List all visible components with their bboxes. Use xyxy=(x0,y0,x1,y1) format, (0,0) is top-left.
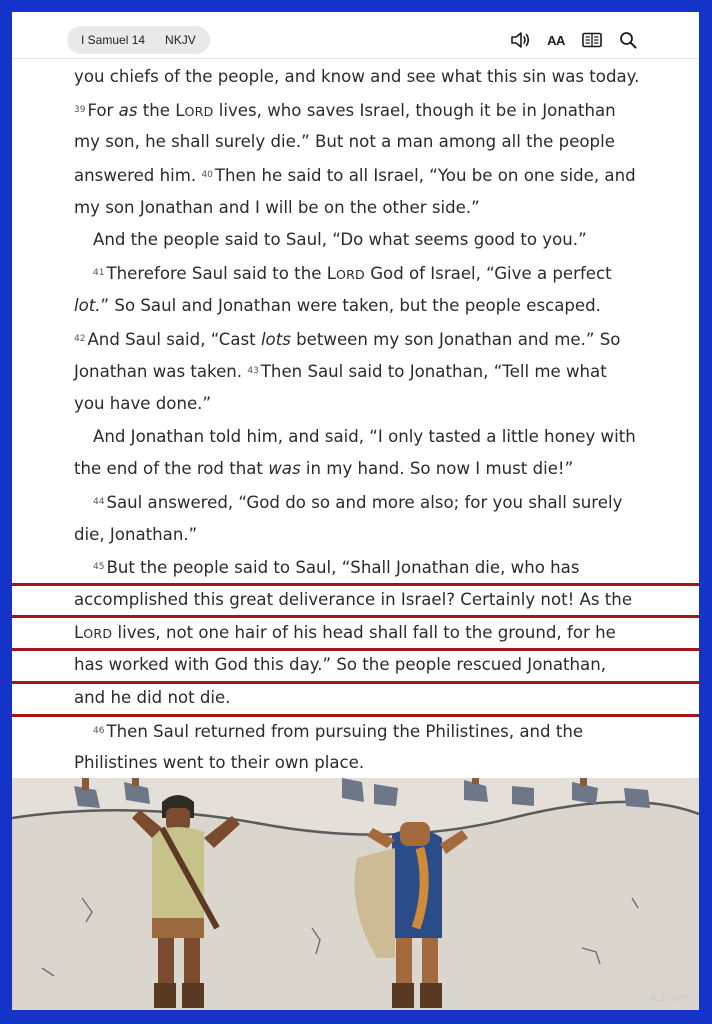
scripture-line xyxy=(74,224,654,257)
scripture-line xyxy=(74,94,654,127)
verse-text: Saul answered, “God do so and more also; for you shall surely xyxy=(106,492,623,512)
scripture-line xyxy=(74,355,654,388)
verse-text: Therefore Saul said to the L xyxy=(106,264,336,284)
verse-text: God of Israel, “Give a perfect xyxy=(364,264,612,284)
toolbar-actions xyxy=(509,29,639,51)
highlight-rule xyxy=(12,681,699,684)
italic-text: lots xyxy=(260,329,291,349)
watermark: 4LT.com xyxy=(648,992,689,1004)
verse-text: And Jonathan told him, and said, “I only tasted a little honey with xyxy=(93,426,636,446)
verse-text: die, Jonathan.” xyxy=(74,524,198,544)
verse-text: Philistines went to their own place. xyxy=(74,753,365,773)
verse-text: the end of the rod that xyxy=(74,459,269,479)
scripture-line xyxy=(74,290,654,323)
small-caps-text: ORD xyxy=(83,625,113,641)
verse-text: Then Saul said to Jonathan, “Tell me what xyxy=(260,362,607,382)
small-caps-text: ORD xyxy=(335,267,365,283)
italic-text: was xyxy=(268,459,301,479)
verse-text: L xyxy=(74,622,84,642)
verse-text: For xyxy=(87,100,119,120)
highlight-rule xyxy=(12,714,699,717)
reader-toolbar xyxy=(12,12,699,59)
verse-text: lives, not one hair of his head shall fall to the ground, for he xyxy=(112,622,616,642)
verse-text: between my son Jonathan and me.” So xyxy=(290,329,621,349)
highlight-rule xyxy=(12,583,699,586)
scripture-line xyxy=(74,126,654,159)
scripture-line xyxy=(74,61,654,94)
scripture-line xyxy=(74,715,654,748)
book-chapter-button[interactable]: I Samuel 14 xyxy=(81,33,146,47)
verse-text: has worked with God this day.” So the people rescued Jonathan, xyxy=(74,655,607,675)
scripture-line xyxy=(74,421,654,454)
scripture-line xyxy=(74,747,654,780)
verse-number: 45 xyxy=(93,562,105,573)
passage-selector xyxy=(67,26,210,54)
italic-text: lot. xyxy=(74,295,101,315)
verse-text: lives, who saves Israel, though it be in Jonathan xyxy=(213,100,616,120)
scripture-line xyxy=(74,257,654,290)
verse-text: Jonathan was taken. xyxy=(74,362,248,382)
scripture-line xyxy=(74,584,654,617)
verse-number: 39 xyxy=(74,104,86,115)
scripture-line xyxy=(74,551,654,584)
verse-text: Then Saul returned from pursuing the Philistines, and the xyxy=(106,721,584,741)
verse-text: in my hand. So now I must die!” xyxy=(300,459,574,479)
verse-text: you have done.” xyxy=(74,393,212,413)
highlight-rule xyxy=(12,648,699,651)
verse-number: 46 xyxy=(93,725,105,736)
scripture-line xyxy=(74,453,654,486)
italic-text: as xyxy=(118,100,138,120)
scripture-line xyxy=(74,388,654,421)
verse-number: 44 xyxy=(93,496,105,507)
scripture-text xyxy=(74,61,654,780)
scripture-line xyxy=(74,192,654,225)
scripture-line xyxy=(74,519,654,552)
verse-text: accomplished this great deliverance in Israel? Certainly not! As the xyxy=(74,590,633,609)
scripture-line xyxy=(74,682,654,715)
text-size-icon[interactable]: AA xyxy=(547,32,565,48)
verse-text: ” So Saul and Jonathan were taken, but the people escaped. xyxy=(100,295,601,315)
illustration-image xyxy=(12,778,699,1010)
verse-text: And Saul said, “Cast xyxy=(87,329,261,349)
verse-text: you chiefs of the people, and know and see what this sin was today. xyxy=(74,67,640,86)
verse-number: 40 xyxy=(201,170,213,181)
verse-text: answered him. xyxy=(74,166,202,186)
verse-text: But the people said to Saul, “Shall Jonathan die, who has xyxy=(106,558,580,578)
translation-button[interactable]: NKJV xyxy=(165,33,196,47)
highlight-rule xyxy=(12,615,699,618)
scripture-line xyxy=(74,159,654,192)
scripture-line xyxy=(74,649,654,682)
search-icon[interactable] xyxy=(617,29,639,51)
reader-frame xyxy=(12,12,699,1010)
verse-text: Then he said to all Israel, “You be on one side, and xyxy=(214,166,636,186)
jonathan-armor-bearer-illustration xyxy=(12,778,699,1010)
verse-number: 41 xyxy=(93,268,105,279)
verse-text: the L xyxy=(137,100,185,120)
verse-text: my son Jonathan and I will be on the other side.” xyxy=(74,197,480,217)
book-icon[interactable] xyxy=(581,29,603,51)
verse-number: 42 xyxy=(74,333,86,344)
scripture-line xyxy=(74,617,654,650)
small-caps-text: ORD xyxy=(184,103,214,119)
verse-text: and he did not die. xyxy=(74,688,231,708)
scripture-line xyxy=(74,486,654,519)
verse-number: 43 xyxy=(247,366,259,377)
verse-text: And the people said to Saul, “Do what seems good to you.” xyxy=(93,230,587,250)
scripture-line xyxy=(74,323,654,356)
speaker-icon[interactable] xyxy=(509,29,531,51)
verse-text: my son, he shall surely die.” But not a man among all the people xyxy=(74,132,615,152)
